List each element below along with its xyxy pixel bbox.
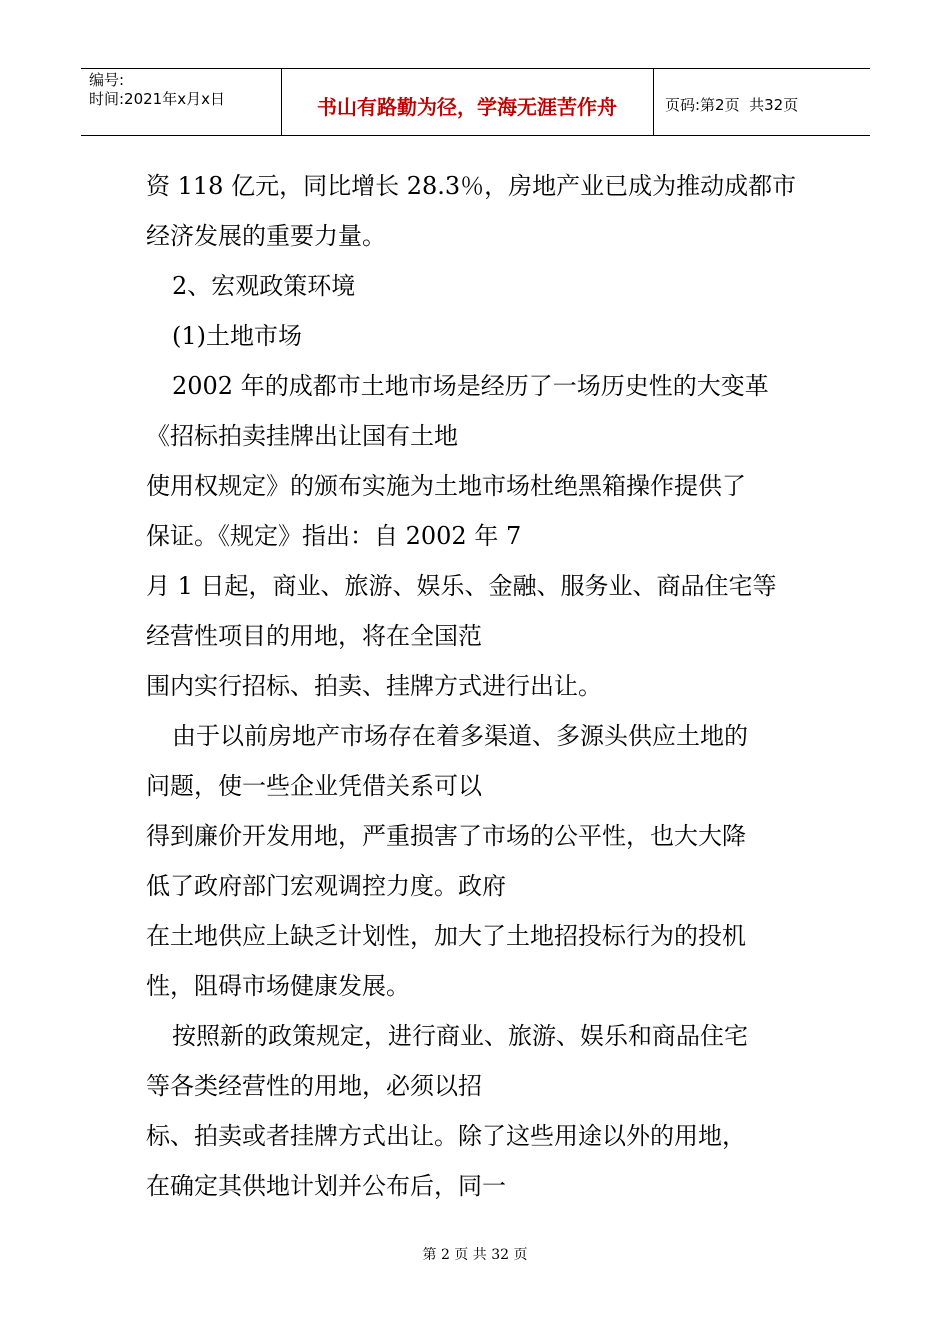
text-line: 在土地供应上缺乏计划性，加大了土地招投标行为的投机	[146, 922, 746, 950]
text-line: 得到廉价开发用地，严重损害了市场的公平性，也大大降	[146, 822, 746, 850]
text-line: 标、拍卖或者挂牌方式出让。除了这些用途以外的用地，	[146, 1122, 746, 1150]
section-heading: 2、宏观政策环境	[172, 272, 356, 300]
text-line: 2002 年的成都市土地市场是经历了一场历史性的大变革	[172, 372, 769, 400]
text-line: 在确定其供地计划并公布后，同一	[146, 1172, 506, 1200]
header-motto: 书山有路勤为径，学海无涯苦作舟	[317, 95, 617, 119]
text-line: 资 118 亿元，同比增长 28.3％，房地产业已成为推动成都市	[146, 172, 797, 200]
header-page-info: 页码:第2页 共32页	[665, 96, 799, 114]
text-line: 等各类经营性的用地，必须以招	[146, 1072, 482, 1100]
number-label: 编号:	[89, 71, 125, 89]
text-line: 保证。《规定》指出：自 2002 年 7	[146, 522, 522, 550]
text-line: 问题，使一些企业凭借关系可以	[146, 772, 482, 800]
page-header	[81, 68, 870, 136]
text-line: 使用权规定》的颁布实施为土地市场杜绝黑箱操作提供了	[146, 472, 746, 500]
text-line: 经济发展的重要力量。	[146, 222, 386, 250]
text-line: 按照新的政策规定，进行商业、旅游、娱乐和商品住宅	[172, 1022, 748, 1050]
text-line: 低了政府部门宏观调控力度。政府	[146, 872, 506, 900]
text-line: 性，阻碍市场健康发展。	[146, 972, 410, 1000]
text-line: 月 1 日起，商业、旅游、娱乐、金融、服务业、商品住宅等	[146, 572, 777, 600]
text-line: 《招标拍卖挂牌出让国有土地	[146, 422, 458, 450]
header-meta	[89, 71, 225, 109]
subsection-heading: (1)土地市场	[172, 322, 302, 350]
page-footer: 第 2 页 共 32 页	[422, 1247, 528, 1263]
text-line: 由于以前房地产市场存在着多渠道、多源头供应土地的	[172, 722, 748, 750]
header-divider	[653, 69, 654, 135]
time-label: 时间:2021年x月x日	[89, 90, 225, 108]
text-line: 围内实行招标、拍卖、挂牌方式进行出让。	[146, 672, 602, 700]
document-body	[146, 161, 826, 1211]
text-line: 经营性项目的用地，将在全国范	[146, 622, 482, 650]
